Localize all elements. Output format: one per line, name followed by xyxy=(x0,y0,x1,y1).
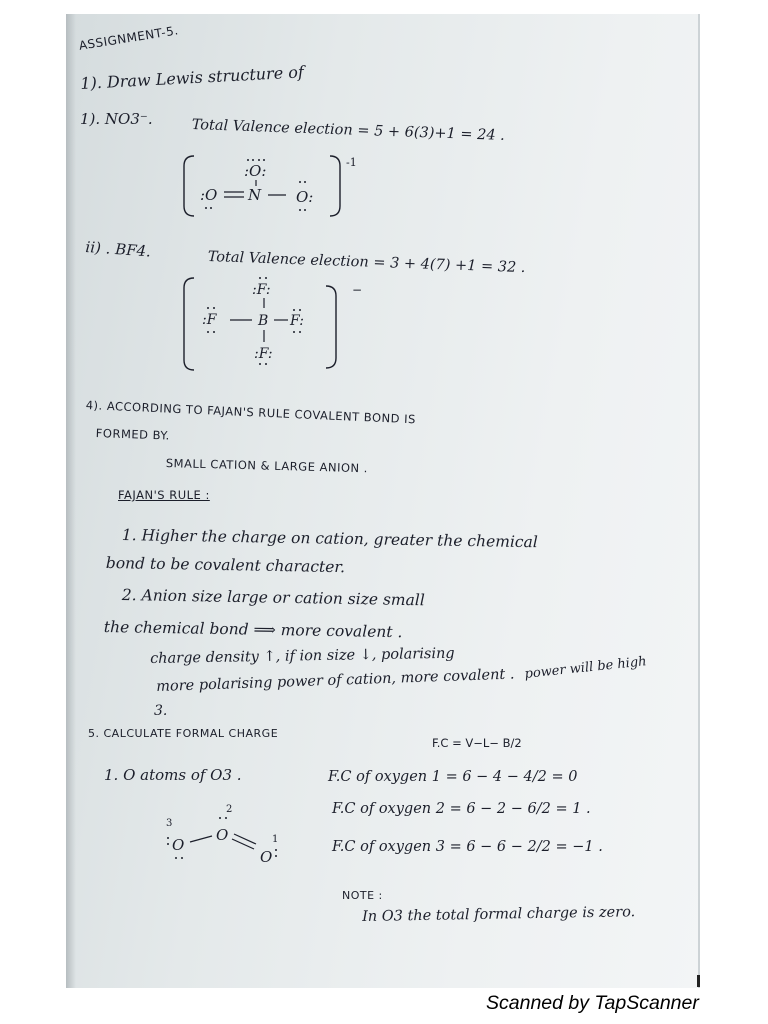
rule3-number: 3. xyxy=(154,703,168,719)
no3-left-oxygen: :O xyxy=(200,186,218,204)
rule2-line2: the chemical bond ⟹ more covalent . xyxy=(103,618,403,642)
bf4-left-fluorine: :F xyxy=(202,312,217,328)
bf4-boron: B xyxy=(258,313,269,329)
no3-charge: -1 xyxy=(346,156,357,169)
q1-part1-label: 1). NO3⁻. xyxy=(80,110,153,128)
bf4-charge: − xyxy=(352,283,363,297)
oxygen1-formal-charge: F.C of oxygen 1 = 6 − 4 − 4/2 = 0 xyxy=(328,769,578,785)
q1-part2-label: ii) . BF4. xyxy=(84,238,152,261)
assignment-title: ASSIGNMENT-5. xyxy=(77,23,180,53)
oxygen3-formal-charge: F.C of oxygen 3 = 6 − 6 − 2/2 = −1 . xyxy=(332,839,603,855)
bf4-bottom-fluorine: :F: xyxy=(254,346,273,362)
charge-density-note-line2: more polarising power of cation, more covalent . xyxy=(155,666,515,695)
fajans-rule-heading: FAJAN'S RULE : xyxy=(118,488,210,502)
q1-part2-valence: Total Valence election = 3 + 4(7) +1 = 32 . xyxy=(207,249,526,277)
note-text: In O3 the total formal charge is zero. xyxy=(361,904,636,925)
oxygen2-formal-charge: F.C of oxygen 2 = 6 − 2 − 6/2 = 1 . xyxy=(332,801,591,817)
bf4-right-fluorine: F: xyxy=(290,313,304,329)
o3-number-2: 2 xyxy=(226,804,233,815)
charge-density-note-power: power will be high xyxy=(523,654,648,682)
o3-number-1: 1 xyxy=(272,834,279,845)
note-heading: NOTE : xyxy=(342,889,383,902)
no3-right-oxygen: O: xyxy=(296,188,314,206)
q4-heading-line2: FORMED BY. xyxy=(95,426,170,443)
q1-heading: 1). Draw Lewis structure of xyxy=(79,62,305,93)
rule1-line2: bond to be covalent character. xyxy=(105,554,346,577)
q5-heading: 5. CALCULATE FORMAL CHARGE xyxy=(88,727,279,740)
no3-nitrogen: N xyxy=(248,186,262,204)
q5-part1-label: 1. O atoms of O3 . xyxy=(104,766,242,784)
rule1-line1: 1. Higher the charge on cation, greater the chemical xyxy=(121,526,538,552)
no3-lewis-structure xyxy=(180,150,380,222)
o3-number-3: 3 xyxy=(166,818,173,829)
no3-top-oxygen: :O: xyxy=(244,162,267,180)
o3-oxygen-1: O xyxy=(260,848,273,866)
q4-heading-line1: 4). ACCORDING TO FAJAN'S RULE COVALENT BOND IS xyxy=(85,398,417,427)
o3-oxygen-3: O xyxy=(172,836,185,854)
bf4-top-fluorine: :F: xyxy=(252,282,271,298)
rule2-line1: 2. Anion size large or cation size small xyxy=(121,586,425,610)
scanner-watermark: Scanned by TapScanner xyxy=(486,992,699,1014)
o3-lewis-structure xyxy=(160,800,300,870)
o3-oxygen-2: O xyxy=(216,826,229,844)
q4-answer: SMALL CATION & LARGE ANION . xyxy=(165,456,369,476)
page-spine xyxy=(697,975,700,987)
bf4-lewis-structure xyxy=(180,272,370,376)
q1-part1-valence: Total Valence election = 5 + 6(3)+1 = 24 . xyxy=(191,117,506,144)
charge-density-note-line1: charge density ↑, if ion size ↓, polarising xyxy=(149,645,455,667)
formal-charge-formula: F.C = V−L− B/2 xyxy=(432,736,522,750)
